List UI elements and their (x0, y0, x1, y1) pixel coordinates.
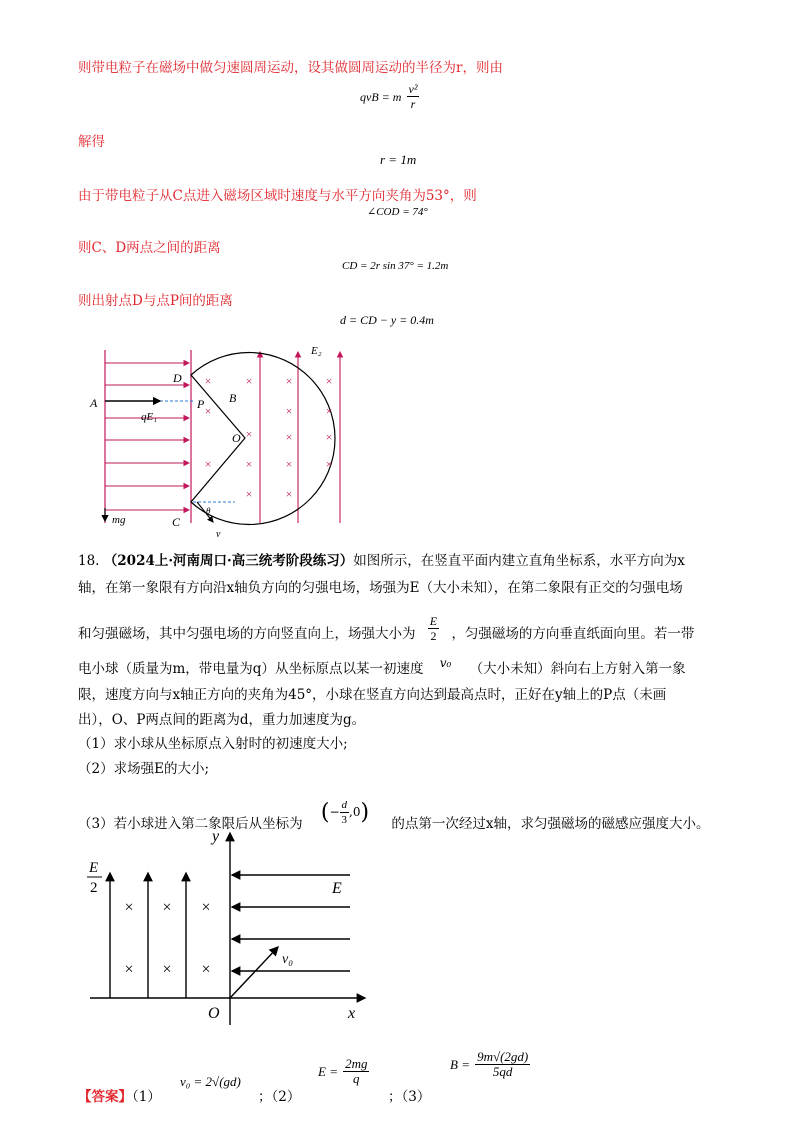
label-mg: mg (112, 514, 126, 526)
answer-3-num: 9m√(2gd) (477, 1049, 529, 1064)
question-line-5: 限，速度方向与x轴正方向的夹角为45°，小球在竖直方向达到最高点时，正好在y轴上的P点（未画 (78, 687, 667, 703)
svg-text:×: × (162, 961, 172, 978)
sub-question-3b: 的点第一次经过x轴，求匀强磁场的磁感应强度大小。 (391, 816, 710, 832)
svg-text:×: × (325, 457, 333, 471)
e-half-num: E (429, 614, 438, 628)
equation-1-num: v² (408, 82, 418, 96)
equation-4: CD = 2r sin 37° = 1.2m (342, 260, 449, 272)
question-line-3b: ，匀强磁场的方向垂直纸面向里。若一带 (451, 626, 695, 642)
svg-text:×: × (325, 430, 333, 444)
answer-3-den: 5qd (492, 1064, 513, 1079)
svg-text:×: × (124, 961, 134, 978)
label-b: B (229, 391, 237, 405)
label-e: E (332, 880, 342, 897)
label-x: x (348, 1005, 356, 1022)
answer-part-1-label: （1） (132, 1089, 161, 1105)
sub-question-3a: （3）若小球进入第二象限后从坐标为 (78, 816, 303, 832)
question-line-6: 出），O、P两点间的距离为d，重力加速度为g。 (78, 712, 366, 728)
label-theta: θ (206, 506, 211, 516)
svg-text:×: × (204, 457, 212, 471)
magnetic-field-crosses (124, 899, 210, 978)
equation-2: r = 1m (380, 152, 417, 167)
coord-zero: ,0 (349, 805, 361, 819)
answer-3 (450, 1050, 530, 1079)
svg-text:×: × (325, 404, 333, 418)
question-line-4b: （大小未知）斜向右上方射入第一象 (469, 661, 686, 677)
coordinate-expression: (− $\frac{d}{3}$ ,0) (320, 799, 370, 826)
question-line-1: 如图所示，在竖直平面内建立直角坐标系，水平方向为x (353, 553, 685, 569)
figure-2-diagram (80, 825, 380, 1030)
magnetic-field-crosses (205, 374, 333, 501)
equation-1-fraction (407, 82, 420, 111)
svg-text:×: × (285, 457, 293, 471)
svg-text:×: × (285, 430, 293, 444)
label-d: D (173, 371, 182, 385)
v0-arrow (230, 947, 278, 998)
electric-field-arrows-e1 (105, 363, 189, 510)
svg-text:×: × (325, 374, 333, 388)
answer-2-den: q (353, 1071, 360, 1086)
answer-tag: 【答案】 (78, 1089, 132, 1105)
solution-line-5: 则出射点D与点P间的距离 (78, 293, 233, 309)
label-e2: E₂ (311, 345, 322, 357)
question-line-4a: 电小球（质量为m，带电量为q）从坐标原点以某一初速度 (78, 661, 424, 677)
coord-minus: − (329, 805, 340, 819)
label-a: A (90, 396, 98, 410)
answer-2-num: 2mg (345, 1056, 368, 1071)
svg-text:×: × (245, 374, 253, 388)
figure-1-diagram (85, 338, 365, 540)
equation-1 (360, 82, 419, 111)
equation-1-den: r (410, 97, 416, 111)
answer-3-fraction (475, 1050, 530, 1079)
label-qe1: qE₁ (141, 411, 158, 423)
svg-text:×: × (285, 487, 293, 501)
question-line-3 (78, 614, 695, 649)
svg-text:×: × (201, 961, 211, 978)
solution-line-2: 解得 (78, 134, 105, 150)
svg-text:×: × (245, 487, 253, 501)
svg-text:×: × (204, 374, 212, 388)
svg-text:×: × (162, 899, 172, 916)
solution-line-4: 则C、D两点之间的距离 (78, 240, 221, 256)
question-line-4 (78, 657, 686, 677)
answer-1: v₀ = 2√(gd) (180, 1074, 241, 1089)
coord-fraction (340, 798, 350, 827)
svg-text:×: × (201, 899, 211, 916)
label-c: C (172, 515, 181, 529)
svg-text:×: × (285, 404, 293, 418)
label-y: y (212, 828, 220, 845)
sub-question-2: （2）求场强E的大小; (78, 761, 209, 777)
question-line-2: 轴，在第一象限有方向沿x轴负方向的匀强电场，场强为E（大小未知），在第二象限有正交的匀强电场 (78, 580, 683, 596)
equation-1-lhs: qvB = m (360, 90, 402, 104)
e-half-den: 2 (430, 629, 437, 643)
solution-line-1: 则带电粒子在磁场中做匀速圆周运动，设其做圆周运动的半径为r，则由 (78, 60, 503, 76)
answer-2-lhs: E = (318, 1064, 338, 1079)
answer-part-2-label: ；（2） (258, 1089, 301, 1105)
label-v: v (216, 529, 221, 540)
velocity-arrow-v (197, 502, 213, 522)
question-header (78, 549, 685, 569)
equation-5: d = CD − y = 0.4m (340, 313, 434, 327)
label-e-half-num: E (89, 860, 99, 876)
question-number: 18. (78, 553, 100, 569)
equation-3: ∠COD = 74° (367, 206, 428, 218)
v0-symbol: v₀ (439, 656, 452, 670)
svg-text:×: × (285, 374, 293, 388)
label-p: P (197, 397, 205, 411)
label-o: O (232, 431, 241, 445)
answer-2-fraction (343, 1057, 369, 1086)
answer-3-lhs: B = (450, 1057, 470, 1072)
label-v0: v₀ (282, 952, 294, 967)
answer-2 (318, 1057, 369, 1086)
solution-line-3: 由于带电粒子从C点进入磁场区域时速度与水平方向夹角为53°，则 (78, 188, 477, 204)
svg-text:×: × (204, 404, 212, 418)
question-line-3a: 和匀强磁场，其中匀强电场的方向竖直向上，场强大小为 (78, 626, 416, 642)
coord-den: 3 (341, 814, 348, 826)
question-source: （2024上·河南周口·高三统考阶段练习） (103, 553, 354, 569)
sub-question-1: （1）求小球从坐标原点入射时的初速度大小; (78, 736, 348, 752)
svg-text:×: × (245, 457, 253, 471)
coord-num: d (341, 799, 348, 811)
label-e-half-den: 2 (90, 880, 98, 896)
magnetic-field-region (191, 353, 335, 525)
e-half-fraction (428, 614, 439, 643)
svg-text:×: × (245, 427, 253, 441)
label-o: O (208, 1005, 220, 1022)
answer-part-3-label: ；（3） (388, 1089, 431, 1105)
upward-field-lines (110, 873, 186, 998)
svg-text:×: × (124, 899, 134, 916)
answer-line (78, 1085, 161, 1105)
